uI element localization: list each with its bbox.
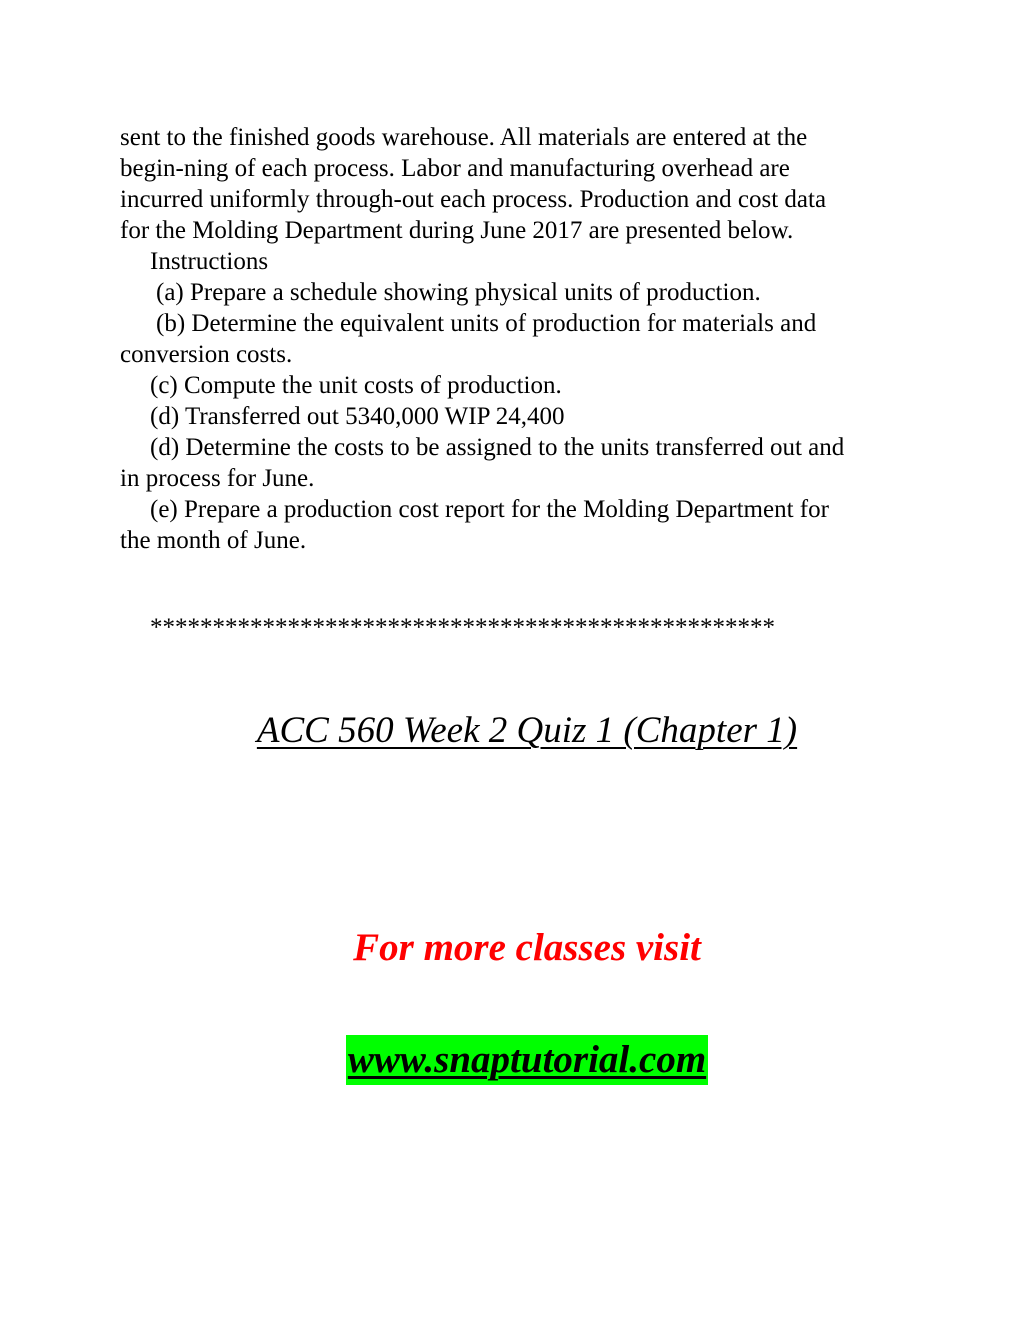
instruction-item: (d) Transferred out 5340,000 WIP 24,400 — [150, 403, 565, 430]
instruction-item-continued: conversion costs. — [120, 341, 293, 368]
instructions-heading: Instructions — [150, 248, 269, 275]
promo-text: For more classes visit — [353, 926, 701, 969]
instruction-item: (b) Determine the equivalent units of production for materials and — [156, 310, 817, 337]
instruction-item: (e) Prepare a production cost report for the Molding Department for — [150, 496, 829, 523]
body-line: for the Molding Department during June 2017 are presented below. — [120, 217, 794, 244]
body-line: begin-ning of each process. Labor and manufacturing overhead are — [120, 155, 790, 182]
website-link[interactable]: www.snaptutorial.com — [346, 1035, 708, 1085]
instruction-item-continued: in process for June. — [120, 465, 315, 492]
problem-text — [120, 122, 910, 556]
body-line: incurred uniformly through-out each process. Production and cost data — [120, 186, 827, 213]
instruction-item: (c) Compute the unit costs of production. — [150, 372, 562, 399]
separator-stars: ************************************************** — [150, 614, 775, 641]
instruction-item-continued: the month of June. — [120, 527, 307, 554]
quiz-title-heading: ACC 560 Week 2 Quiz 1 (Chapter 1) — [256, 710, 798, 751]
instruction-item: (a) Prepare a schedule showing physical units of production. — [156, 279, 761, 306]
link-container — [0, 1035, 1024, 1085]
body-line: sent to the finished goods warehouse. All materials are entered at the — [120, 124, 808, 151]
instruction-item: (d) Determine the costs to be assigned to the units transferred out and — [150, 434, 845, 461]
